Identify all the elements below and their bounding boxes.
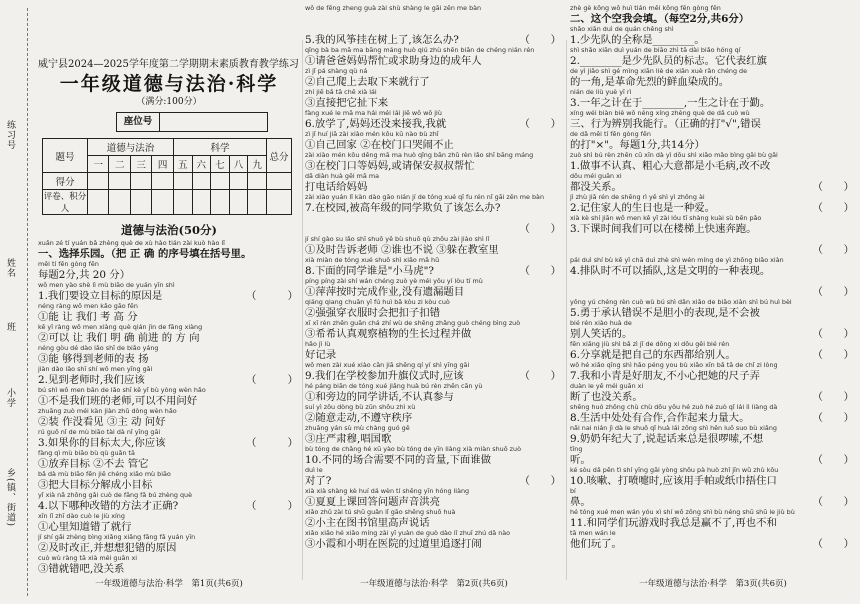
text-line bbox=[305, 487, 563, 508]
pinyin-line: bǎ dà mù biāo fēn jiě chéng xiǎo mù biāo bbox=[38, 470, 171, 478]
text-line bbox=[305, 319, 563, 340]
pinyin-line: pái duì shí bù kě yǐ chā duì zhè shì wén míng de yì zhǒng biǎo xiàn bbox=[570, 256, 784, 264]
text-line bbox=[570, 466, 856, 487]
exam-header: 威宁县2024—2025学年度第二学期期末素质教育教学练习 bbox=[38, 59, 299, 70]
score-cell bbox=[88, 173, 109, 190]
pinyin-line: dǎ diàn huà gěi mā ma bbox=[305, 172, 379, 180]
score-table-part-number: 八 bbox=[229, 156, 248, 173]
text-line bbox=[305, 172, 563, 193]
pinyin-line bbox=[305, 25, 563, 34]
pinyin-line: xiǎo xiǎo hé xiǎo míng zài yī yuàn de guò dào lǐ zhuī zhú dǎ nào bbox=[305, 529, 511, 537]
text-line bbox=[570, 130, 856, 151]
text-line bbox=[570, 214, 856, 235]
pinyin-line: xíng wéi biàn biè wǒ néng xíng zhèng què de dǎ cuò wù bbox=[570, 109, 750, 117]
text-line bbox=[38, 344, 300, 365]
pinyin-line: hé tóng xué men wán yóu xì shí wǒ zǒng shì bù néng shū shū le jiù bù bbox=[570, 508, 795, 516]
score-cell bbox=[152, 173, 173, 190]
grader-cell bbox=[229, 190, 248, 215]
question-text: ①夏夏上课回答问题声音洪亮 bbox=[305, 496, 441, 508]
text-line bbox=[38, 281, 300, 302]
pinyin-line: zhí jiē bǎ tā chě xià lái bbox=[305, 88, 377, 96]
text-line bbox=[570, 25, 856, 46]
grader-cell bbox=[173, 190, 192, 215]
answer-bracket[interactable]: （ ） bbox=[519, 370, 561, 382]
pinyin-line: shēng huó zhōng chù chù dōu yǒu hé zuò hé zuò qǐ lái lì liàng dà bbox=[570, 403, 778, 411]
pinyin-line: xiǎo zhǔ zài tú shū guǎn lǐ gāo shēng shuō huà bbox=[305, 508, 456, 516]
pinyin-line bbox=[305, 214, 563, 223]
pinyin-line: néng ràng wǒ men kǎo gāo fēn bbox=[38, 302, 138, 310]
answer-bracket[interactable]: （ ） bbox=[246, 374, 298, 386]
pinyin-line: wǒ hé xiǎo qīng shì hǎo péng you bù xiǎo xīn bǎ tā de chǐ zi lòng bbox=[570, 361, 778, 369]
question-text: 好记录 bbox=[305, 349, 337, 361]
text-line bbox=[38, 407, 300, 428]
binding-label-practice-number: 练习号 bbox=[5, 120, 15, 150]
text-line bbox=[570, 445, 856, 466]
pinyin-line: bié rén xiào huà de bbox=[570, 319, 632, 327]
question-text: 10.咳嗽、打喷嚏时,应该用手帕或纸巾捂住口 bbox=[570, 475, 777, 487]
section-title: 道德与法治(50分) bbox=[121, 223, 217, 237]
text-line bbox=[305, 508, 563, 529]
binding-label-township: 乡(镇、街道) bbox=[5, 468, 15, 528]
seat-number-box bbox=[116, 112, 268, 132]
answer-bracket[interactable]: （ ） bbox=[519, 118, 561, 130]
question-text: 别人笑话的。 bbox=[570, 328, 633, 340]
pinyin-line: hé páng biān de tóng xué jiǎng huà bú rèn zhēn cān yù bbox=[305, 382, 483, 390]
pinyin-line: wǒ men zài xué xiào cān jiā shēng qí yí shì yīng gāi bbox=[305, 361, 470, 369]
question-text: ③错就错吧,没关系 bbox=[38, 563, 125, 575]
text-line bbox=[305, 46, 563, 67]
grader-cell bbox=[267, 190, 292, 215]
pinyin-line: suí yì zǒu dòng bù zūn shǒu zhì xù bbox=[305, 403, 416, 411]
score-table-part-number: 七 bbox=[211, 156, 230, 173]
full-score-note: （满分:100分） bbox=[136, 97, 202, 107]
text-line bbox=[305, 529, 563, 550]
grader-row-label: 评卷、积分人 bbox=[43, 190, 88, 215]
question-text: 每题2分,共 20 分） bbox=[38, 269, 131, 281]
pinyin-line: qǐng bà ba mā ma bāng máng huò qiú zhù shēn biān de chéng nián rén bbox=[305, 46, 535, 54]
question-list bbox=[38, 239, 300, 575]
pinyin-line: shǎo xiān duì de quán chēng shì bbox=[570, 25, 674, 33]
pinyin-line: rú guǒ nǐ de mù biāo tài dà nǐ yīng gāi bbox=[38, 428, 161, 436]
question-text: ①自己回家 ②在校门口哭闹不止 bbox=[305, 139, 454, 151]
pinyin-line: zhuāng zuò méi kàn jiàn zhǔ dòng wèn hǎo bbox=[38, 407, 177, 415]
answer-bracket[interactable]: （ ） bbox=[519, 475, 561, 487]
text-line bbox=[305, 193, 563, 214]
question-text: ①能 让 我们 考 高 分 bbox=[38, 311, 138, 323]
exam-title: 一年级道德与法治·科学 bbox=[59, 73, 279, 95]
question-text: 6.放学了,妈妈还没来接我,我就 bbox=[305, 118, 447, 130]
pinyin-line: bú shì wǒ men bān de lǎo shī kě yǐ bù yòng wèn hǎo bbox=[38, 386, 206, 394]
binding-label-name: 姓名 bbox=[5, 258, 15, 278]
text-line bbox=[570, 46, 856, 67]
question-text: 3.一年之计在于________,一生之计在于勤。 bbox=[570, 97, 771, 109]
seat-number-field[interactable] bbox=[160, 113, 267, 131]
question-text: 9.我们在学校参加升旗仪式时,应该 bbox=[305, 370, 464, 382]
text-line bbox=[38, 428, 300, 449]
pinyin-line: jiàn dào lǎo shī shí wǒ men yīng gāi bbox=[38, 365, 153, 373]
question-text: ③在校门口等妈妈,或请保安叔叔帮忙 bbox=[305, 160, 475, 172]
binding-dashed-line bbox=[27, 8, 28, 596]
question-text: ③直接把它扯下来 bbox=[305, 97, 389, 109]
question-text: 三、行为辨别我能行。（正确的打"√",错误 bbox=[570, 118, 761, 130]
pinyin-line: duì le bbox=[305, 466, 323, 474]
text-line bbox=[38, 491, 300, 512]
text-line bbox=[305, 109, 563, 130]
text-line bbox=[305, 214, 563, 235]
page-1-column bbox=[38, 0, 300, 604]
pinyin-line: hǎo jì lù bbox=[305, 340, 331, 348]
text-line bbox=[570, 382, 856, 403]
pinyin-line: zì jǐ pá shàng qù ná bbox=[305, 67, 368, 75]
question-text: ①请爸爸妈妈帮忙或求助身边的成年人 bbox=[305, 55, 482, 67]
text-line bbox=[38, 512, 300, 533]
answer-bracket[interactable]: （ ） bbox=[812, 202, 854, 214]
page-3-column bbox=[570, 0, 856, 604]
question-text: ②及时改正,并想想犯错的原因 bbox=[38, 542, 177, 554]
pinyin-line: xià kè shí jiān wǒ men kě yǐ zài lóu tī shàng kuài sù bēn pǎo bbox=[570, 214, 762, 222]
question-text: 3.如果你的目标太大,你应该 bbox=[38, 437, 166, 449]
text-line bbox=[38, 239, 300, 260]
question-text: 二、这个空我会填。（每空2分,共6分） bbox=[570, 13, 750, 25]
pinyin-line: shì shǎo xiān duì yuán de biāo zhì tā dài biǎo hóng qí bbox=[570, 46, 741, 54]
question-text: 都没关系。 bbox=[570, 181, 622, 193]
question-text: ③把大目标分解成小目标 bbox=[38, 479, 153, 491]
pinyin-line: jì zhù jiā rén de shēng rì yě shì yì zhǒng ài bbox=[570, 193, 705, 201]
text-line bbox=[570, 193, 856, 214]
text-line bbox=[570, 361, 856, 382]
text-line bbox=[570, 340, 856, 361]
score-table-part-number: 三 bbox=[130, 156, 151, 173]
pinyin-line: de yì jiǎo shì gé mìng xiān liè de xiān xuè rǎn chéng de bbox=[570, 67, 748, 75]
text-line bbox=[305, 361, 563, 382]
question-text: 1.我们要设立目标的原因是 bbox=[38, 290, 163, 302]
pinyin-line: měi tí fēn gòng fēn bbox=[38, 260, 99, 268]
text-line bbox=[305, 445, 563, 466]
pinyin-line: xī xī rèn zhēn guān chá zhí wù de shēng zhǎng guò chéng bìng zuò bbox=[305, 319, 521, 327]
pinyin-line: tā men wán le bbox=[570, 529, 616, 537]
text-line bbox=[305, 25, 563, 46]
pinyin-line: kě yǐ ràng wǒ men xiàng què qián jìn de fāng xiàng bbox=[38, 323, 203, 331]
question-text: 11.和同学们玩游戏时我总是赢不了,再也不和 bbox=[570, 517, 777, 529]
answer-bracket[interactable]: （ ） bbox=[812, 412, 854, 424]
text-line bbox=[570, 277, 856, 298]
question-text: 5.勇于承认错误不是胆小的表现,是不会被 bbox=[570, 307, 760, 319]
pinyin-line: nǎi nai nián jì dà le shuō qǐ huà lái zǒng shì hěn luō suo bù xiǎng bbox=[570, 424, 777, 432]
answer-bracket[interactable]: （ ） bbox=[812, 181, 854, 193]
text-line bbox=[570, 508, 856, 529]
score-table bbox=[42, 138, 292, 215]
question-text: ③能 够得到老师的表 扬 bbox=[38, 353, 149, 365]
pinyin-line: jí shí gào su lǎo shī shuō yě bù shuō qù zhōu zài jiào shì lǐ bbox=[305, 235, 490, 243]
score-table-ddfz-header: 道德与法治 bbox=[88, 139, 174, 156]
page-footer: 一年级道德与法治·科学 第2页(共6页) bbox=[360, 579, 508, 589]
pinyin-line: fēn xiǎng jiù shì bǎ zì jǐ de dōng xi dōu gěi bié rén bbox=[570, 340, 730, 348]
binding-label-school: 小学 bbox=[5, 388, 15, 408]
pinyin-line: yǐ xià nǎ zhǒng gǎi cuò de fāng fǎ bú zhèng què bbox=[38, 491, 193, 499]
question-text: 断了也没关系。 bbox=[570, 391, 643, 403]
answer-bracket[interactable]: （ ） bbox=[812, 328, 854, 340]
pinyin-line: duàn le yě méi guān xi bbox=[570, 382, 644, 390]
question-text: ③庄严肃穆,唱国歌 bbox=[305, 433, 392, 445]
pinyin-line: bí bbox=[570, 487, 576, 495]
column-divider bbox=[566, 40, 567, 580]
answer-bracket[interactable]: （ ） bbox=[812, 496, 854, 508]
question-text: 4.以下哪种改错的方法才正确? bbox=[38, 500, 179, 512]
score-table-part-number: 二 bbox=[109, 156, 130, 173]
question-text: 的打"×"。每题1分,共14分） bbox=[570, 139, 705, 151]
score-cell bbox=[173, 173, 192, 190]
text-line bbox=[305, 130, 563, 151]
text-line bbox=[570, 256, 856, 277]
answer-bracket[interactable]: （ ） bbox=[246, 500, 298, 512]
question-text: ③小霞和小明在医院的过道里追逐打闹 bbox=[305, 538, 482, 550]
pinyin-line: zhuāng yán sù mù chàng guó gē bbox=[305, 424, 410, 432]
text-line bbox=[570, 403, 856, 424]
question-text: ①心里知道错了就行 bbox=[38, 521, 132, 533]
pinyin-line: nián de liù yuè yī rì bbox=[570, 88, 632, 96]
text-line bbox=[38, 554, 300, 575]
score-cell bbox=[211, 173, 230, 190]
score-table-part-number: 四 bbox=[152, 156, 173, 173]
question-text: 3.下课时间我们可以在楼梯上快速奔跑。 bbox=[570, 223, 757, 235]
pinyin-line bbox=[570, 235, 856, 244]
text-line bbox=[570, 529, 856, 550]
pinyin-line: néng gòu dé dào lǎo shī de biǎo yáng bbox=[38, 344, 159, 352]
question-text: 打电话给妈妈 bbox=[305, 181, 368, 193]
text-line bbox=[305, 4, 563, 25]
pinyin-line: bù tóng de chǎng hé xū yào bù tóng de yīn liàng xià miàn shuō zuò bbox=[305, 445, 521, 453]
question-text: 对了? bbox=[305, 475, 332, 487]
question-text: ②强强穿衣服时会把扣子扣错 bbox=[305, 307, 441, 319]
pinyin-line: zài xiào mén kǒu děng mā ma huò qǐng bān zhǔ rèn lǎo shī bāng máng bbox=[305, 151, 534, 159]
question-text: ①不是我们班的老师,可以不用问好 bbox=[38, 395, 198, 407]
page-footer: 一年级道德与法治·科学 第3页(共6页) bbox=[639, 579, 787, 589]
pinyin-line: píng píng zài shí wán chéng zuò yè méi yǒu yí lòu tí mù bbox=[305, 277, 483, 285]
pinyin-line: fàng xué le mā ma hái méi lái jiē wǒ wǒ jiù bbox=[305, 109, 442, 117]
question-text: 7.在校园,被高年级的同学欺负了该怎么办? bbox=[305, 202, 501, 214]
question-text: 1.做事不认真、粗心大意都是小毛病,改不改 bbox=[570, 160, 771, 172]
score-cell bbox=[192, 173, 211, 190]
text-line bbox=[38, 386, 300, 407]
pinyin-line bbox=[570, 277, 856, 286]
score-table-part-number: 五 bbox=[173, 156, 192, 173]
pinyin-line: de dǎ měi tí fēn gòng fēn bbox=[570, 130, 651, 138]
text-line bbox=[570, 4, 856, 25]
question-text: ②可以 让 我们 明 确 前进 的 方 向 bbox=[38, 332, 200, 344]
question-text: ②自己爬上去取下来就行了 bbox=[305, 76, 430, 88]
binding-label-class: 班 bbox=[5, 322, 15, 332]
text-line bbox=[570, 487, 856, 508]
answer-bracket[interactable]: （ ） bbox=[812, 286, 854, 298]
text-line bbox=[305, 403, 563, 424]
pinyin-line: wǒ men yào shè lì mù biāo de yuán yīn shì bbox=[38, 281, 175, 289]
pinyin-line: jí shí gǎi zhèng bìng xiǎng xiǎng fāng fǎ yuán yīn bbox=[38, 533, 196, 541]
text-line bbox=[38, 302, 300, 323]
pinyin-line: xuǎn zé tí yuán bǎ zhèng què de xù hào tián zài kuò hào lǐ bbox=[38, 239, 225, 247]
text-line bbox=[38, 449, 300, 470]
score-table-total-header: 总分 bbox=[267, 139, 292, 173]
answer-bracket[interactable]: （ ） bbox=[812, 349, 854, 361]
pinyin-line: cuò wù ràng tā xià méi guān xi bbox=[38, 554, 138, 562]
score-table-question-header: 题号 bbox=[43, 139, 88, 173]
text-line bbox=[38, 470, 300, 491]
score-cell bbox=[267, 173, 292, 190]
question-text: 7.我和小青是好朋友,不小心把她的尺子弄 bbox=[570, 370, 760, 382]
binding-margin bbox=[0, 0, 34, 604]
text-line bbox=[570, 151, 856, 172]
pinyin-line: yǒng yú chéng rèn cuò wù bú shì dǎn xiǎo de biǎo xiàn shì bú huì bèi bbox=[570, 298, 792, 306]
question-text: 2.________是少先队员的标志。它代表红旗 bbox=[570, 55, 767, 67]
text-line bbox=[305, 298, 563, 319]
answer-bracket[interactable]: （ ） bbox=[519, 34, 561, 46]
text-line bbox=[570, 172, 856, 193]
text-line bbox=[570, 424, 856, 445]
question-text: ①放弃目标 ②不去 管它 bbox=[38, 458, 149, 470]
question-text: 4.排队时不可以插队,这是文明的一种表现。 bbox=[570, 265, 771, 277]
pinyin-line: ké sòu dǎ pēn tì shí yīng gāi yòng shǒu pà huò zhǐ jīn wǔ zhù kǒu bbox=[570, 466, 779, 474]
pinyin-line: dōu méi guān xi bbox=[570, 172, 622, 180]
score-row-label: 得分 bbox=[43, 173, 88, 190]
answer-bracket[interactable]: （ ） bbox=[812, 244, 854, 256]
question-text: 9.奶奶年纪大了,说起话来总是很啰嗦,不想 bbox=[570, 433, 764, 445]
question-text: 10.不同的场合需要不同的音量,下面谁做 bbox=[305, 454, 492, 466]
question-text: ①萍萍按时完成作业,没有遗漏题目 bbox=[305, 286, 465, 298]
pinyin-line: xià xià shàng kè huí dá wèn tí shēng yīn hóng liàng bbox=[305, 487, 470, 495]
text-line bbox=[570, 109, 856, 130]
score-cell bbox=[130, 173, 151, 190]
question-text: 8.下面的同学谁是"小马虎"? bbox=[305, 265, 434, 277]
question-text: 2.见到老师时,我们应该 bbox=[38, 374, 145, 386]
text-line bbox=[305, 151, 563, 172]
answer-bracket[interactable]: （ ） bbox=[812, 454, 854, 466]
score-table-part-number: 六 bbox=[192, 156, 211, 173]
text-line bbox=[305, 277, 563, 298]
question-text: 的一角,是革命先烈的鲜血染成的。 bbox=[570, 76, 730, 88]
pinyin-line: zuò shì bú rèn zhēn cū xīn dà yì dōu shì xiǎo mǎo bìng gāi bù gǎi bbox=[570, 151, 778, 159]
question-text: ②小主在图书馆里高声说话 bbox=[305, 517, 430, 529]
score-table-part-number: 一 bbox=[88, 156, 109, 173]
pinyin-line: qiáng qiang chuān yī fú huì bǎ kòu zi kòu cuò bbox=[305, 298, 450, 306]
question-text: 听。 bbox=[570, 454, 591, 466]
question-text: 8.生活中处处有合作,合作起来力量大。 bbox=[570, 412, 750, 424]
question-text: ①及时告诉老师 ②谁也不说 ③躲在教室里 bbox=[305, 244, 499, 256]
question-text: 1.少先队的全称是________。 bbox=[570, 34, 705, 46]
text-line bbox=[570, 235, 856, 256]
text-line bbox=[38, 533, 300, 554]
grader-cell bbox=[109, 190, 130, 215]
pinyin-line: zài xiào yuán lǐ kàn dào gāo nián jí de tóng xué qī fu rén nǐ gāi zěn me bàn bbox=[305, 193, 545, 201]
text-line bbox=[305, 235, 563, 256]
grader-cell bbox=[152, 190, 173, 215]
pinyin-line: xīn lǐ zhī dào cuò le jiù xíng bbox=[38, 512, 125, 520]
text-line bbox=[570, 67, 856, 88]
question-text: 5.我的风筝挂在树上了,该怎么办? bbox=[305, 34, 459, 46]
grader-cell bbox=[248, 190, 267, 215]
grader-cell bbox=[211, 190, 230, 215]
pinyin-line: wǒ de fēng zheng guà zài shù shàng le gāi zěn me bàn bbox=[305, 4, 482, 12]
column-divider bbox=[302, 40, 303, 580]
text-line bbox=[305, 340, 563, 361]
question-text: 一、选择乐园。（把 正 确 的序号填在括号里。 bbox=[38, 248, 252, 260]
score-cell bbox=[248, 173, 267, 190]
score-cell bbox=[109, 173, 130, 190]
text-line bbox=[570, 88, 856, 109]
score-cell bbox=[229, 173, 248, 190]
answer-bracket[interactable]: （ ） bbox=[519, 265, 561, 277]
pinyin-line: zhè gè kōng wǒ huì tián měi kōng fēn gòng fēn bbox=[570, 4, 721, 12]
text-line bbox=[305, 382, 563, 403]
pinyin-line: tīng bbox=[570, 445, 583, 453]
text-line bbox=[305, 466, 563, 487]
text-line bbox=[305, 88, 563, 109]
text-line bbox=[38, 323, 300, 344]
question-text: ②装 作没看见 ③主 动 问好 bbox=[38, 416, 166, 428]
grader-cell bbox=[130, 190, 151, 215]
question-text: ②随意走动,不遵守秩序 bbox=[305, 412, 413, 424]
answer-bracket[interactable]: （ ） bbox=[246, 437, 298, 449]
score-table-science-header: 科学 bbox=[173, 139, 266, 156]
question-text: 他们玩了。 bbox=[570, 538, 622, 550]
question-text: 鼻。 bbox=[570, 496, 591, 508]
question-text: 6.分享就是把自己的东西都给别人。 bbox=[570, 349, 736, 361]
text-line bbox=[305, 67, 563, 88]
page-2-column bbox=[305, 0, 563, 604]
grader-cell bbox=[88, 190, 109, 215]
score-table-part-number: 九 bbox=[248, 156, 267, 173]
pinyin-line: zì jǐ huí jiā zài xiào mén kǒu kū nào bù zhǐ bbox=[305, 130, 439, 138]
answer-bracket[interactable]: （ ） bbox=[519, 223, 561, 235]
text-line bbox=[305, 256, 563, 277]
pinyin-line: xià miàn de tóng xué shuō shì xiǎo mǎ hǔ bbox=[305, 256, 440, 264]
text-line bbox=[38, 365, 300, 386]
question-text: 2.记住家人的生日也是一种爱。 bbox=[570, 202, 715, 214]
text-line bbox=[570, 319, 856, 340]
answer-bracket[interactable]: （ ） bbox=[246, 290, 298, 302]
grader-cell bbox=[192, 190, 211, 215]
answer-bracket[interactable]: （ ） bbox=[812, 391, 854, 403]
question-text: ③希希认真观察植物的生长过程并做 bbox=[305, 328, 472, 340]
question-text: ①和旁边的同学讲话,不认真参与 bbox=[305, 391, 454, 403]
pinyin-line: fàng qì mù biāo bù qù guǎn tā bbox=[38, 449, 135, 457]
seat-number-label: 座位号 bbox=[117, 113, 160, 131]
question-list bbox=[305, 4, 563, 550]
text-line bbox=[570, 298, 856, 319]
text-line bbox=[305, 424, 563, 445]
page-footer: 一年级道德与法治·科学 第1页(共6页) bbox=[95, 579, 243, 589]
answer-bracket[interactable]: （ ） bbox=[812, 538, 854, 550]
question-list bbox=[570, 4, 856, 550]
text-line bbox=[38, 260, 300, 281]
